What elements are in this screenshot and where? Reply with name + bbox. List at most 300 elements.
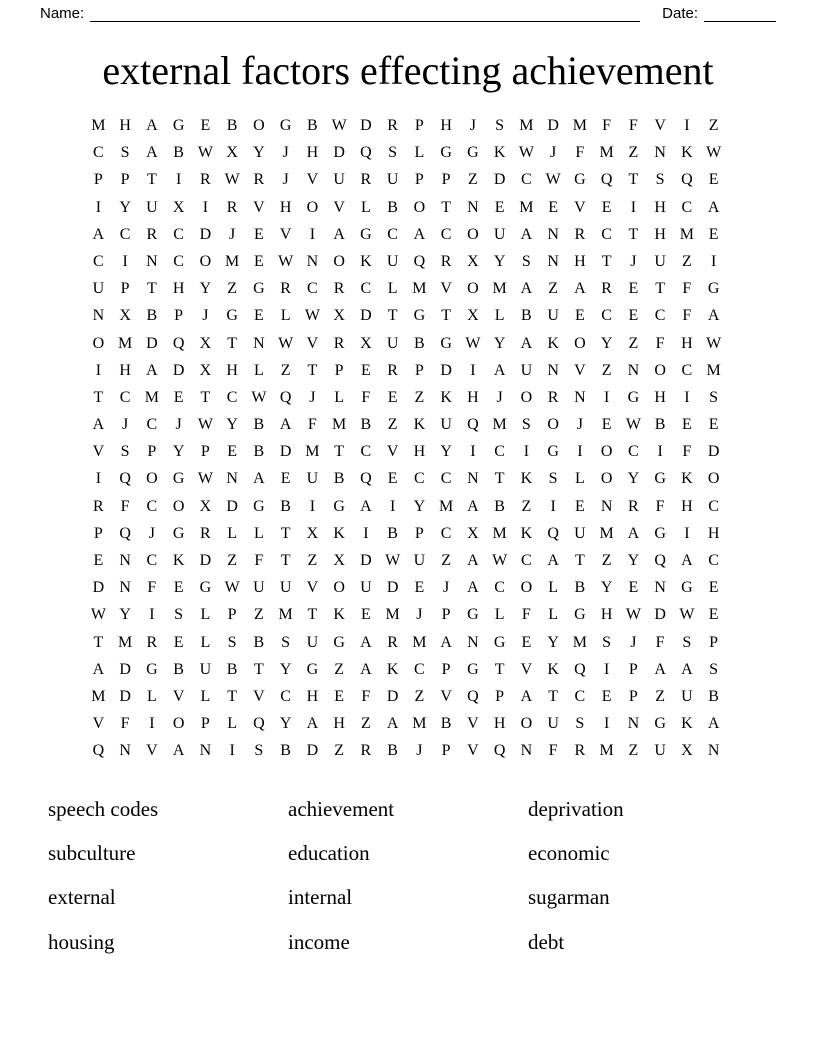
grid-cell-letter: A [360, 497, 372, 515]
grid-cell-letter: C [360, 443, 372, 461]
grid-cell-letter: O [520, 579, 533, 597]
grid-cell-letter: V [654, 117, 666, 134]
grid-cell-letter: U [279, 579, 292, 597]
grid-cell-letter: C [119, 225, 131, 243]
grid-cell-letter: F [655, 334, 665, 352]
grid-row [85, 221, 727, 248]
grid-cell-letter: V [467, 742, 479, 760]
grid-cell-letter: V [172, 687, 185, 705]
grid-cell-letter: R [574, 742, 586, 760]
grid-cell-letter: O [253, 117, 265, 134]
grid-cell-letter: G [681, 579, 693, 597]
page-title: external factors effecting achievement [102, 48, 714, 93]
grid-cell-letter: K [440, 388, 452, 406]
grid-cell-letter: Z [227, 280, 238, 298]
grid-cell-letter: I [363, 524, 369, 542]
grid-cell-letter: C [628, 443, 639, 461]
grid-cell-letter: D [360, 552, 372, 569]
grid-cell-letter: N [467, 198, 479, 216]
grid-cell-letter: G [199, 579, 212, 597]
grid-cell-letter: G [253, 497, 265, 515]
grid-cell-letter: E [574, 497, 585, 515]
grid-cell-letter: F [548, 742, 558, 760]
grid-cell-letter: E [708, 225, 719, 243]
grid-cell-letter: E [601, 416, 612, 434]
grid-cell-letter: I [657, 443, 663, 461]
grid-cell-letter: G [306, 660, 319, 678]
grid-cell-letter: H [119, 361, 131, 379]
grid-cell-letter: Y [440, 443, 452, 461]
grid-cell-letter: D [306, 742, 319, 760]
grid-cell-letter: W [331, 117, 347, 134]
grid-cell-letter: A [333, 225, 345, 243]
grid-cell-letter: Q [279, 388, 292, 406]
grid-cell-letter: G [172, 117, 185, 134]
grid-cell-letter: P [441, 660, 451, 678]
word-item: housing [48, 929, 115, 954]
header-row [40, 5, 776, 22]
grid-cell-letter: Z [441, 552, 452, 569]
grid-cell-letter: A [520, 225, 533, 243]
grid-row [85, 248, 727, 275]
grid-cell-letter: J [576, 416, 583, 434]
grid-cell-letter: G [493, 633, 506, 651]
grid-cell-letter: T [574, 552, 585, 569]
grid-cell-letter: R [360, 742, 372, 760]
grid-cell-letter: X [226, 144, 238, 162]
grid-cell-letter: U [146, 198, 158, 216]
grid-cell-letter: B [574, 579, 586, 597]
grid-cell-letter: E [521, 633, 532, 651]
grid-cell-letter: P [441, 742, 451, 760]
grid-cell-letter: C [146, 416, 158, 434]
grid-cell-letter: V [92, 715, 105, 733]
grid-cell-letter: R [200, 524, 211, 542]
grid-cell-letter: C [93, 252, 104, 270]
grid-cell-letter: E [601, 687, 612, 705]
grid-cell-letter: X [199, 334, 212, 352]
grid-cell-letter: P [200, 715, 210, 733]
grid-cell-letter: Q [119, 524, 131, 542]
grid-cell-letter: M [305, 443, 320, 461]
grid-cell-letter: Y [600, 579, 613, 597]
grid-cell-letter: N [146, 252, 158, 270]
grid-cell-letter: C [494, 443, 505, 461]
grid-cell-letter: B [414, 334, 425, 352]
grid-cell-letter: H [306, 687, 319, 705]
word-item: subculture [48, 840, 136, 865]
grid-cell-letter: U [253, 579, 265, 597]
grid-cell-letter: O [92, 334, 105, 352]
grid-cell-letter: U [574, 524, 586, 542]
grid-cell-letter: M [519, 117, 534, 134]
grid-cell-letter: X [333, 552, 345, 569]
grid-cell-letter: X [467, 524, 479, 542]
grid-cell-letter: C [226, 388, 238, 406]
word-item: achievement [288, 796, 395, 821]
grid-cell-letter: R [93, 497, 104, 515]
grid-cell-letter: Y [413, 497, 426, 515]
grid-cell-letter: I [603, 388, 610, 406]
puzzle-grid [85, 112, 727, 765]
grid-cell-letter: H [681, 497, 693, 515]
grid-cell-letter: F [120, 715, 130, 733]
grid-cell-letter: Z [307, 552, 318, 569]
grid-cell-letter: Y [493, 334, 506, 352]
grid-cell-letter: K [493, 144, 506, 162]
grid-cell-letter: C [440, 470, 452, 488]
grid-cell-letter: D [146, 334, 158, 352]
grid-cell-letter: F [147, 579, 157, 597]
grid-cell-letter: U [386, 252, 399, 270]
grid-cell-letter: I [710, 252, 717, 270]
grid-cell-letter: N [467, 470, 479, 488]
grid-cell-letter: B [226, 660, 238, 678]
grid-cell-letter: B [226, 117, 238, 134]
grid-cell-letter: I [122, 252, 128, 270]
grid-cell-letter: I [550, 497, 556, 515]
grid-cell-letter: P [93, 524, 103, 542]
grid-cell-letter: D [440, 361, 452, 379]
grid-cell-letter: W [492, 552, 508, 569]
grid-cell-letter: Q [172, 334, 185, 352]
grid-cell-letter: A [146, 144, 158, 162]
grid-cell-letter: L [360, 198, 371, 216]
grid-row [85, 112, 727, 139]
grid-cell-letter: U [333, 171, 345, 189]
grid-cell-letter: T [628, 171, 639, 189]
grid-cell-letter: C [521, 552, 532, 569]
grid-cell-letter: Q [253, 715, 265, 733]
grid-cell-letter: T [441, 198, 452, 216]
grid-cell-letter: C [93, 144, 104, 162]
word-list-column [288, 787, 528, 965]
grid-cell-letter: V [574, 361, 586, 379]
grid-cell-letter: K [520, 524, 533, 542]
grid-cell-letter: L [494, 307, 505, 325]
grid-row [85, 357, 727, 384]
grid-cell-letter: O [467, 225, 479, 243]
grid-cell-letter: D [119, 660, 131, 678]
grid-cell-letter: C [119, 388, 131, 406]
grid-cell-letter: L [253, 361, 264, 379]
grid-cell-letter: D [279, 443, 292, 461]
grid-cell-letter: G [360, 225, 372, 243]
grid-cell-letter: A [253, 470, 265, 488]
grid-cell-letter: E [387, 388, 398, 406]
grid-cell-letter: C [387, 225, 398, 243]
grid-cell-letter: E [708, 171, 719, 189]
grid-cell-letter: M [492, 416, 507, 434]
grid-cell-letter: T [441, 307, 452, 325]
grid-cell-letter: F [655, 633, 665, 651]
grid-cell-letter: N [119, 552, 131, 569]
grid-cell-letter: P [334, 361, 344, 379]
grid-cell-letter: S [227, 633, 237, 651]
grid-cell-letter: J [122, 416, 129, 434]
grid-cell-letter: I [95, 470, 102, 488]
grid-cell-letter: S [575, 715, 585, 733]
grid-cell-letter: E [494, 198, 505, 216]
grid-cell-letter: X [199, 497, 212, 515]
grid-cell-letter: P [120, 171, 130, 189]
grid-cell-letter: F [254, 552, 264, 569]
grid-cell-letter: P [414, 361, 424, 379]
grid-cell-letter: T [494, 660, 505, 678]
grid-cell-letter: I [95, 198, 102, 216]
grid-cell-letter: Y [627, 470, 640, 488]
grid-cell-letter: A [520, 280, 533, 298]
grid-cell-letter: G [654, 470, 666, 488]
grid-cell-letter: T [334, 443, 345, 461]
grid-cell-letter: D [172, 361, 185, 379]
grid-cell-letter: K [547, 660, 559, 678]
grid-cell-letter: O [600, 443, 613, 461]
grid-cell-letter: G [467, 144, 479, 162]
grid-cell-letter: P [120, 280, 130, 298]
grid-cell-letter: K [333, 606, 345, 624]
grid-cell-letter: U [681, 687, 693, 705]
grid-cell-letter: W [625, 416, 641, 434]
grid-cell-letter: L [200, 687, 211, 705]
grid-cell-letter: U [547, 715, 559, 733]
grid-cell-letter: T [146, 280, 157, 298]
grid-cell-letter: W [679, 606, 695, 624]
grid-cell-letter: N [574, 388, 586, 406]
grid-cell-letter: A [627, 524, 640, 542]
grid-cell-letter: B [253, 416, 265, 434]
grid-cell-letter: H [440, 117, 452, 134]
grid-cell-letter: G [574, 171, 586, 189]
grid-row [85, 166, 727, 193]
grid-cell-letter: Q [467, 687, 479, 705]
grid-cell-letter: T [628, 225, 639, 243]
grid-cell-letter: M [118, 633, 133, 651]
grid-cell-letter: H [306, 144, 319, 162]
grid-cell-letter: M [385, 606, 400, 624]
grid-cell-letter: D [199, 552, 212, 569]
grid-cell-letter: L [253, 524, 264, 542]
grid-cell-letter: Y [172, 443, 185, 461]
grid-cell-letter: H [119, 117, 131, 134]
grid-cell-letter: W [625, 606, 641, 624]
grid-cell-letter: J [443, 579, 450, 597]
grid-cell-letter: F [120, 497, 130, 515]
grid-cell-letter: U [654, 742, 666, 760]
grid-cell-letter: N [520, 742, 533, 760]
grid-cell-letter: Z [655, 687, 666, 705]
grid-cell-letter: M [412, 715, 427, 733]
grid-cell-letter: G [627, 388, 640, 406]
grid-cell-letter: S [548, 470, 558, 488]
grid-cell-letter: J [416, 606, 423, 624]
grid-cell-letter: C [708, 552, 719, 569]
grid-cell-letter: P [628, 660, 638, 678]
grid-cell-letter: T [307, 606, 318, 624]
grid-cell-letter: N [119, 579, 131, 597]
grid-cell-letter: E [548, 198, 559, 216]
grid-cell-letter: K [386, 660, 399, 678]
grid-cell-letter: L [548, 579, 559, 597]
grid-cell-letter: C [601, 225, 612, 243]
grid-cell-letter: R [601, 280, 612, 298]
grid-cell-letter: B [307, 117, 318, 134]
grid-cell-letter: E [708, 579, 719, 597]
grid-cell-letter: Q [467, 416, 479, 434]
grid-cell-letter: E [574, 307, 585, 325]
grid-cell-letter: Y [253, 144, 265, 162]
grid-cell-letter: O [600, 470, 613, 488]
grid-cell-letter: L [494, 606, 505, 624]
grid-cell-letter: T [601, 252, 612, 270]
grid-cell-letter: W [304, 307, 320, 325]
grid-cell-letter: Z [253, 606, 264, 624]
grid-cell-letter: A [413, 225, 426, 243]
grid-cell-letter: W [545, 171, 561, 189]
grid-cell-letter: I [202, 198, 209, 216]
grid-cell-letter: X [360, 334, 372, 352]
grid-row [85, 302, 727, 329]
grid-cell-letter: F [628, 117, 638, 134]
grid-cell-letter: G [146, 660, 158, 678]
grid-cell-letter: W [385, 552, 401, 569]
grid-row [85, 737, 727, 764]
grid-cell-letter: C [146, 552, 158, 569]
grid-cell-letter: C [521, 171, 532, 189]
grid-cell-letter: Y [547, 633, 559, 651]
grid-cell-letter: R [226, 198, 238, 216]
grid-cell-letter: R [440, 252, 452, 270]
grid-cell-letter: B [387, 524, 398, 542]
grid-cell-letter: N [306, 252, 319, 270]
grid-cell-letter: M [412, 280, 427, 298]
grid-cell-letter: W [278, 252, 294, 270]
grid-cell-letter: A [520, 687, 533, 705]
grid-cell-letter: D [360, 117, 372, 134]
grid-cell-letter: B [173, 144, 184, 162]
grid-cell-letter: A [92, 660, 105, 678]
grid-cell-letter: T [494, 470, 505, 488]
grid-cell-letter: M [706, 361, 721, 379]
grid-cell-letter: L [334, 388, 345, 406]
grid-cell-letter: W [706, 334, 722, 352]
grid-cell-letter: H [681, 334, 693, 352]
grid-cell-letter: W [706, 144, 722, 162]
grid-cell-letter: D [547, 117, 559, 134]
grid-cell-letter: C [681, 361, 693, 379]
name-label: Name: [40, 5, 85, 22]
grid-cell-letter: B [253, 443, 265, 461]
grid-cell-letter: Q [92, 742, 105, 760]
grid-cell-letter: R [200, 171, 211, 189]
grid-cell-letter: Z [467, 171, 478, 189]
word-list-column [528, 787, 768, 965]
grid-cell-letter: Z [628, 144, 639, 162]
grid-cell-letter: Q [681, 171, 693, 189]
grid-cell-letter: Y [600, 334, 613, 352]
grid-cell-letter: J [630, 633, 637, 651]
grid-cell-letter: M [225, 252, 240, 270]
grid-cell-letter: X [199, 361, 212, 379]
grid-cell-letter: A [467, 579, 479, 597]
grid-cell-letter: V [253, 198, 265, 216]
grid-cell-letter: E [414, 579, 425, 597]
word-item: external [48, 885, 116, 910]
grid-cell-letter: Y [226, 416, 238, 434]
grid-cell-letter: S [388, 144, 398, 162]
grid-cell-letter: C [440, 524, 452, 542]
grid-cell-letter: Z [628, 334, 639, 352]
grid-cell-letter: V [386, 443, 399, 461]
grid-cell-letter: N [707, 742, 720, 760]
grid-cell-letter: L [200, 606, 211, 624]
grid-cell-letter: J [550, 144, 557, 162]
grid-cell-letter: I [149, 606, 155, 624]
grid-cell-letter: C [307, 280, 318, 298]
grid-cell-letter: C [494, 579, 505, 597]
grid-cell-letter: P [414, 524, 424, 542]
grid-cell-letter: B [146, 307, 158, 325]
grid-row [85, 384, 727, 411]
grid-cell-letter: X [681, 742, 693, 760]
grid-cell-letter: A [306, 715, 319, 733]
grid-cell-letter: M [439, 497, 454, 515]
grid-cell-letter: M [679, 225, 694, 243]
grid-cell-letter: H [413, 443, 426, 461]
grid-cell-letter: F [682, 443, 692, 461]
grid-cell-letter: X [333, 307, 345, 325]
grid-cell-letter: Z [521, 497, 532, 515]
grid-cell-letter: A [440, 633, 452, 651]
word-item: economic [528, 840, 610, 865]
grid-cell-letter: B [521, 307, 532, 325]
grid-cell-letter: H [707, 524, 720, 542]
grid-cell-letter: S [281, 633, 291, 651]
grid-cell-letter: K [360, 252, 372, 270]
grid-cell-letter: I [95, 361, 102, 379]
grid-cell-letter: J [469, 117, 476, 134]
grid-cell-letter: S [120, 144, 130, 162]
grid-cell-letter: L [414, 144, 425, 162]
grid-row [85, 493, 727, 520]
grid-cell-letter: T [655, 280, 666, 298]
grid-cell-letter: S [655, 171, 665, 189]
grid-cell-letter: G [172, 524, 185, 542]
grid-cell-letter: Q [119, 470, 131, 488]
grid-row [85, 547, 727, 574]
grid-cell-letter: G [226, 307, 238, 325]
grid-cell-letter: E [253, 307, 264, 325]
grid-cell-letter: H [467, 388, 479, 406]
grid-cell-letter: I [684, 524, 690, 542]
grid-cell-letter: D [333, 144, 345, 162]
grid-cell-letter: A [360, 660, 372, 678]
grid-cell-letter: V [440, 280, 452, 298]
grid-cell-letter: A [681, 552, 693, 569]
grid-cell-letter: U [92, 280, 105, 298]
grid-cell-letter: G [253, 280, 265, 298]
grid-cell-letter: B [387, 742, 398, 760]
grid-cell-letter: I [229, 742, 235, 760]
grid-cell-letter: G [574, 606, 586, 624]
grid-row [85, 411, 727, 438]
grid-cell-letter: W [224, 579, 240, 597]
grid-cell-letter: H [333, 715, 345, 733]
grid-cell-letter: V [333, 198, 345, 216]
grid-cell-letter: R [547, 388, 559, 406]
grid-cell-letter: N [119, 742, 131, 760]
grid-cell-letter: P [441, 171, 451, 189]
